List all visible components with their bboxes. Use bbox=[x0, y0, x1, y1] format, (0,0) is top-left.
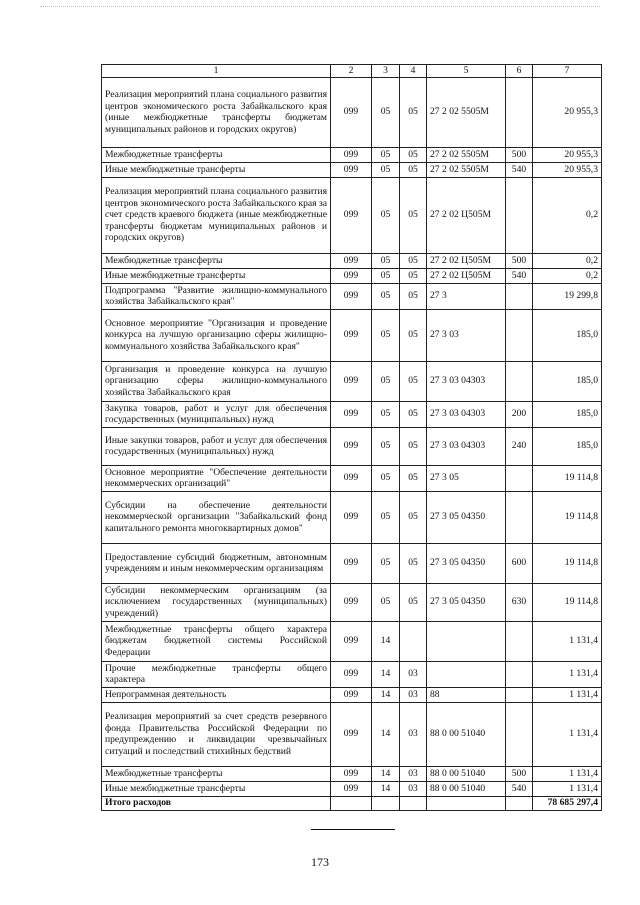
row-amount: 1 131,4 bbox=[533, 702, 602, 766]
page-number: 173 bbox=[311, 855, 329, 869]
row-code-section: 05 bbox=[372, 543, 400, 583]
row-name: Межбюджетные трансферты bbox=[102, 766, 331, 781]
row-name: Предоставление субсидий бюджетным, автономным учреждениям и иным некоммерческим организациям bbox=[102, 543, 331, 583]
table-row bbox=[102, 427, 602, 465]
table-row bbox=[102, 687, 602, 702]
row-amount: 185,0 bbox=[533, 427, 602, 465]
row-code-section: 05 bbox=[372, 401, 400, 427]
row-code-section: 14 bbox=[372, 687, 400, 702]
row-code-expense-type bbox=[506, 702, 533, 766]
row-code-ministry: 099 bbox=[331, 766, 372, 781]
row-name: Реализация мероприятий за счет средств резервного фонда Правительства Российской Федерации по предупреждению и ликвидации чрезвычайных ситуаций и последствий стихийных бедствий bbox=[102, 702, 331, 766]
row-amount: 1 131,4 bbox=[533, 661, 602, 687]
row-code-section: 14 bbox=[372, 766, 400, 781]
row-code-ministry: 099 bbox=[331, 781, 372, 796]
header-col-1: 1 bbox=[102, 65, 331, 78]
row-amount: 1 131,4 bbox=[533, 781, 602, 796]
row-code-expense-type: 500 bbox=[506, 766, 533, 781]
row-code-target: 27 2 02 Ц505М bbox=[427, 177, 506, 253]
row-code-target: 27 3 03 bbox=[427, 309, 506, 361]
table-row bbox=[102, 661, 602, 687]
row-name: Непрограммная деятельность bbox=[102, 687, 331, 702]
row-code-target: 27 2 02 5505М bbox=[427, 147, 506, 162]
table-header-row bbox=[102, 65, 602, 78]
row-code-ministry: 099 bbox=[331, 491, 372, 543]
table-row bbox=[102, 465, 602, 491]
row-code-target: 88 0 00 51040 bbox=[427, 702, 506, 766]
row-code-section: 05 bbox=[372, 465, 400, 491]
table-row bbox=[102, 177, 602, 253]
row-code-subsection: 03 bbox=[400, 687, 427, 702]
row-code-target: 88 bbox=[427, 687, 506, 702]
row-code-subsection: 05 bbox=[400, 427, 427, 465]
row-code-ministry: 099 bbox=[331, 147, 372, 162]
row-name: Субсидии на обеспечение деятельности некоммерческой организации "Забайкальский фонд капитального ремонта многоквартирных домов" bbox=[102, 491, 331, 543]
row-code-ministry: 099 bbox=[331, 465, 372, 491]
row-code-expense-type bbox=[506, 177, 533, 253]
row-code-subsection: 03 bbox=[400, 781, 427, 796]
row-code-expense-type: 630 bbox=[506, 583, 533, 621]
row-amount: 19 114,8 bbox=[533, 465, 602, 491]
row-code-ministry: 099 bbox=[331, 268, 372, 283]
row-code-expense-type: 540 bbox=[506, 162, 533, 177]
header-col-5: 5 bbox=[427, 65, 506, 78]
row-code-target: 88 0 00 51040 bbox=[427, 766, 506, 781]
table-row bbox=[102, 147, 602, 162]
row-amount: 1 131,4 bbox=[533, 687, 602, 702]
row-amount: 20 955,3 bbox=[533, 77, 602, 147]
row-name: Основное мероприятие "Обеспечение деятельности некоммерческих организаций" bbox=[102, 465, 331, 491]
row-amount: 1 131,4 bbox=[533, 621, 602, 661]
row-name: Межбюджетные трансферты bbox=[102, 147, 331, 162]
row-code-subsection: 05 bbox=[400, 283, 427, 309]
budget-expenditure-table bbox=[101, 64, 602, 811]
row-code-section: 14 bbox=[372, 781, 400, 796]
row-name: Подпрограмма "Развитие жилищно-коммунального хозяйства Забайкальского края" bbox=[102, 283, 331, 309]
row-code-expense-type: 500 bbox=[506, 253, 533, 268]
table-row bbox=[102, 702, 602, 766]
total-empty-cell bbox=[506, 796, 533, 810]
row-code-target: 27 2 02 5505М bbox=[427, 162, 506, 177]
row-code-target: 88 0 00 51040 bbox=[427, 781, 506, 796]
row-code-expense-type: 600 bbox=[506, 543, 533, 583]
row-code-section: 05 bbox=[372, 253, 400, 268]
row-amount: 185,0 bbox=[533, 361, 602, 401]
row-name: Организация и проведение конкурса на лучшую организацию сферы жилищно-коммунального хозяйства Забайкальского края bbox=[102, 361, 331, 401]
row-code-ministry: 099 bbox=[331, 427, 372, 465]
table-row bbox=[102, 361, 602, 401]
footer-rule bbox=[311, 829, 395, 830]
row-code-subsection: 05 bbox=[400, 268, 427, 283]
row-code-expense-type bbox=[506, 361, 533, 401]
row-code-expense-type bbox=[506, 661, 533, 687]
row-code-target: 27 3 05 04350 bbox=[427, 583, 506, 621]
row-code-section: 05 bbox=[372, 77, 400, 147]
row-amount: 19 114,8 bbox=[533, 583, 602, 621]
row-code-section: 05 bbox=[372, 309, 400, 361]
header-col-2: 2 bbox=[331, 65, 372, 78]
row-code-subsection: 05 bbox=[400, 77, 427, 147]
row-name: Иные межбюджетные трансферты bbox=[102, 781, 331, 796]
row-code-subsection: 05 bbox=[400, 543, 427, 583]
header-col-4: 4 bbox=[400, 65, 427, 78]
row-code-section: 05 bbox=[372, 491, 400, 543]
row-code-ministry: 099 bbox=[331, 309, 372, 361]
row-name: Иные межбюджетные трансферты bbox=[102, 162, 331, 177]
row-amount: 20 955,3 bbox=[533, 162, 602, 177]
row-code-expense-type: 540 bbox=[506, 268, 533, 283]
row-code-ministry: 099 bbox=[331, 543, 372, 583]
total-empty-cell bbox=[331, 796, 372, 810]
total-label: Итого расходов bbox=[102, 796, 331, 810]
row-code-target: 27 3 bbox=[427, 283, 506, 309]
row-name: Иные межбюджетные трансферты bbox=[102, 268, 331, 283]
table-row bbox=[102, 401, 602, 427]
row-code-expense-type: 540 bbox=[506, 781, 533, 796]
row-amount: 185,0 bbox=[533, 401, 602, 427]
row-code-expense-type bbox=[506, 687, 533, 702]
row-code-expense-type: 240 bbox=[506, 427, 533, 465]
header-col-6: 6 bbox=[506, 65, 533, 78]
scan-top-rule bbox=[40, 6, 600, 7]
row-name: Реализация мероприятий плана социального развития центров экономического роста Забайкальского края (иные межбюджетные трансферты бюджетам муниципальных районов и городских округов) bbox=[102, 77, 331, 147]
row-code-ministry: 099 bbox=[331, 621, 372, 661]
table-row bbox=[102, 162, 602, 177]
row-code-subsection: 05 bbox=[400, 147, 427, 162]
row-amount: 19 114,8 bbox=[533, 543, 602, 583]
row-code-ministry: 099 bbox=[331, 401, 372, 427]
row-code-section: 05 bbox=[372, 283, 400, 309]
row-code-subsection: 05 bbox=[400, 361, 427, 401]
row-code-subsection: 05 bbox=[400, 162, 427, 177]
row-code-ministry: 099 bbox=[331, 177, 372, 253]
row-code-expense-type bbox=[506, 309, 533, 361]
row-name: Прочие межбюджетные трансферты общего характера bbox=[102, 661, 331, 687]
table-row bbox=[102, 268, 602, 283]
row-code-expense-type bbox=[506, 491, 533, 543]
row-code-ministry: 099 bbox=[331, 361, 372, 401]
table-row bbox=[102, 543, 602, 583]
row-name: Закупка товаров, работ и услуг для обеспечения государственных (муниципальных) нужд bbox=[102, 401, 331, 427]
row-code-target: 27 3 03 04303 bbox=[427, 427, 506, 465]
row-name: Реализация мероприятий плана социального развития центров экономического роста Забайкальского края за счет средств краевого бюджета (иные межбюджетные трансферты бюджетам муниципальных районов и городских округов) bbox=[102, 177, 331, 253]
row-amount: 19 114,8 bbox=[533, 491, 602, 543]
table-row bbox=[102, 253, 602, 268]
table-row bbox=[102, 491, 602, 543]
row-code-section: 05 bbox=[372, 177, 400, 253]
row-name: Иные закупки товаров, работ и услуг для обеспечения государственных (муниципальных) нужд bbox=[102, 427, 331, 465]
row-code-subsection: 03 bbox=[400, 702, 427, 766]
row-code-section: 05 bbox=[372, 583, 400, 621]
table-row bbox=[102, 77, 602, 147]
row-code-section: 05 bbox=[372, 162, 400, 177]
row-amount: 20 955,3 bbox=[533, 147, 602, 162]
row-code-target: 27 2 02 Ц505М bbox=[427, 268, 506, 283]
row-code-subsection: 05 bbox=[400, 177, 427, 253]
total-empty-cell bbox=[400, 796, 427, 810]
row-code-target: 27 2 02 5505М bbox=[427, 77, 506, 147]
row-code-target: 27 3 03 04303 bbox=[427, 401, 506, 427]
row-code-ministry: 099 bbox=[331, 77, 372, 147]
row-code-subsection: 03 bbox=[400, 661, 427, 687]
row-name: Межбюджетные трансферты bbox=[102, 253, 331, 268]
row-code-target: 27 3 05 04350 bbox=[427, 491, 506, 543]
table-row bbox=[102, 309, 602, 361]
row-code-subsection bbox=[400, 621, 427, 661]
row-code-ministry: 099 bbox=[331, 283, 372, 309]
row-code-target bbox=[427, 621, 506, 661]
total-amount: 78 685 297,4 bbox=[533, 796, 602, 810]
row-code-section: 05 bbox=[372, 361, 400, 401]
row-code-subsection: 05 bbox=[400, 465, 427, 491]
row-code-ministry: 099 bbox=[331, 687, 372, 702]
header-col-7: 7 bbox=[533, 65, 602, 78]
row-amount: 0,2 bbox=[533, 253, 602, 268]
row-code-expense-type bbox=[506, 283, 533, 309]
row-code-target: 27 2 02 Ц505М bbox=[427, 253, 506, 268]
row-amount: 19 299,8 bbox=[533, 283, 602, 309]
row-amount: 1 131,4 bbox=[533, 766, 602, 781]
row-code-section: 14 bbox=[372, 702, 400, 766]
row-code-subsection: 05 bbox=[400, 401, 427, 427]
row-code-subsection: 05 bbox=[400, 491, 427, 543]
table-row bbox=[102, 283, 602, 309]
table-row bbox=[102, 781, 602, 796]
row-name: Основное мероприятие "Организация и проведение конкурса на лучшую организацию сферы жилищно-коммунального хозяйства Забайкальского края" bbox=[102, 309, 331, 361]
row-code-target bbox=[427, 661, 506, 687]
row-code-expense-type: 200 bbox=[506, 401, 533, 427]
row-code-expense-type bbox=[506, 621, 533, 661]
row-code-expense-type bbox=[506, 465, 533, 491]
row-code-target: 27 3 03 04303 bbox=[427, 361, 506, 401]
row-code-subsection: 05 bbox=[400, 583, 427, 621]
header-col-3: 3 bbox=[372, 65, 400, 78]
row-code-target: 27 3 05 04350 bbox=[427, 543, 506, 583]
row-code-subsection: 05 bbox=[400, 309, 427, 361]
row-code-section: 14 bbox=[372, 621, 400, 661]
row-amount: 0,2 bbox=[533, 177, 602, 253]
row-code-ministry: 099 bbox=[331, 162, 372, 177]
row-code-ministry: 099 bbox=[331, 702, 372, 766]
row-code-subsection: 03 bbox=[400, 766, 427, 781]
row-amount: 0,2 bbox=[533, 268, 602, 283]
row-code-section: 05 bbox=[372, 427, 400, 465]
table-row bbox=[102, 766, 602, 781]
total-row bbox=[102, 796, 602, 810]
total-empty-cell bbox=[427, 796, 506, 810]
row-code-section: 05 bbox=[372, 147, 400, 162]
row-code-ministry: 099 bbox=[331, 583, 372, 621]
row-code-ministry: 099 bbox=[331, 253, 372, 268]
table-row bbox=[102, 583, 602, 621]
row-code-expense-type bbox=[506, 77, 533, 147]
row-code-section: 05 bbox=[372, 268, 400, 283]
total-empty-cell bbox=[372, 796, 400, 810]
row-name: Межбюджетные трансферты общего характера бюджетам бюджетной системы Российской Федерации bbox=[102, 621, 331, 661]
row-code-ministry: 099 bbox=[331, 661, 372, 687]
table-row bbox=[102, 621, 602, 661]
row-code-expense-type: 500 bbox=[506, 147, 533, 162]
row-code-target: 27 3 05 bbox=[427, 465, 506, 491]
row-code-section: 14 bbox=[372, 661, 400, 687]
row-amount: 185,0 bbox=[533, 309, 602, 361]
row-code-subsection: 05 bbox=[400, 253, 427, 268]
row-name: Субсидии некоммерческим организациям (за исключением государственных (муниципальных) учреждений) bbox=[102, 583, 331, 621]
